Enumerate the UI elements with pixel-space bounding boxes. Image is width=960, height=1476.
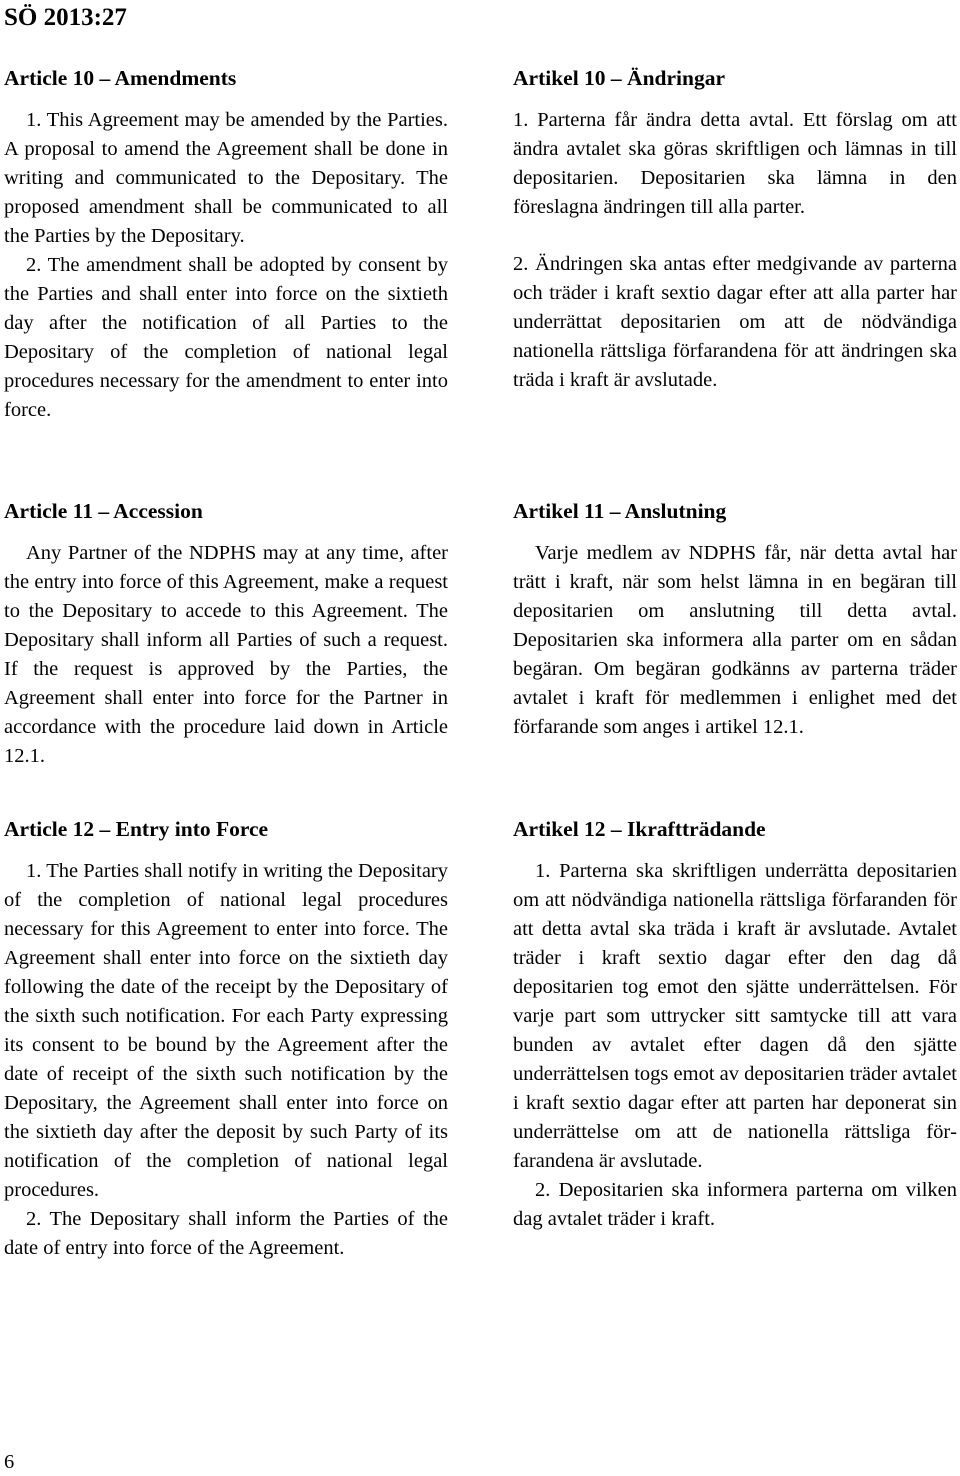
paragraph: 1. The Parties shall notify in writing the Depositary of the completion of national legal procedures necessary for this Agreement to enter into force. The Agreement shall enter into force on the sixtieth day following the date of the receipt by the Depositary of the sixth such notification. For each Party expressing its consent to be bound by the Agreement after the date of receipt of the sixth such notification by the Depositary, the Agreement shall enter into force on the sixtieth day after the deposit by such Party of its notification of the completion of national legal procedures. [4, 860, 448, 1201]
article-heading: Artikel 12 – Ikraftträdande [513, 817, 766, 841]
paragraph: Varje medlem av NDPHS får, när detta avtal har trätt i kraft, när som helst lämna in en begäran till depositarien om anslutning till detta avtal. Depositarien ska informera alla parter om en sådan begäran. Om begäran godkänns av parterna träder avtalet i kraft för medlemmen i enlighet med det förfarande som anges i artikel 12.1. [513, 542, 957, 738]
article-heading: Artikel 10 – Ändringar [513, 66, 726, 90]
english-column [4, 64, 448, 425]
paragraph: Any Partner of the NDPHS may at any time, after the entry into force of this Agreement, make a request to the Depositary to accede to this Agreement. The Depositary shall inform all Parties of such a request. If the request is approved by the Parties, the Agreement shall enter into force for the Partner in accordance with the procedure laid down in Article 12.1. [4, 542, 448, 767]
page-number: 6 [4, 1451, 15, 1473]
english-column [4, 497, 448, 771]
paragraph: 2. Depositarien ska informera parterna om vilken dag avtalet träder i kraft. [513, 1179, 957, 1230]
swedish-column [513, 815, 957, 1234]
english-column [4, 815, 448, 1263]
article-heading: Article 12 – Entry into Force [4, 817, 269, 841]
swedish-column [513, 64, 957, 395]
article-heading: Artikel 11 – Anslutning [513, 499, 727, 523]
article-heading: Article 10 – Amendments [4, 66, 237, 90]
paragraph: 2. The Depositary shall inform the Parties of the date of entry into force of the Agreement. [4, 1208, 448, 1259]
paragraph: 1. Parterna får ändra detta avtal. Ett förslag om att ändra avtalet ska göras skriftligen och lämnas in till depositarien. Depositarien ska lämna in den föreslagna ändringen till alla parter. [513, 109, 957, 218]
paragraph: 1. Parterna ska skriftligen underrätta depositarien om att nödvändiga nationella rättsliga förfaranden för att detta avtal ska träda i kraft är avslutade. Avtalet träder i kraft sextio dagar efter den dag då depositarien tog emot den sjätte underrättelsen. För varje part som uttrycker sitt samtycke till att vara bunden av avtalet efter dagen då den sjätte underrättelsen togs emot av depositarien träder avtalet i kraft sextio dagar efter att parten har deponerat sin underrättelse om att de nationella rättsliga förfarandena är avslutade. [513, 860, 957, 1172]
document-id: SÖ 2013:27 [4, 4, 127, 31]
paragraph: 2. Ändringen ska antas efter medgivande av parterna och träder i kraft sextio dagar efter att alla parter har underrättat depositarien om att de nödvändiga nationella rättsliga förfarandena för att ändringen ska träda i kraft är avslutade. [513, 253, 957, 391]
paragraph: 1. This Agreement may be amended by the Parties. A proposal to amend the Agreement shall be done in writing and communicated to the Depositary. The proposed amendment shall be communicated to all the Parties by the Depositary. [4, 109, 448, 247]
article-heading: Article 11 – Accession [4, 499, 203, 523]
swedish-column [513, 497, 957, 742]
paragraph: 2. The amendment shall be adopted by consent by the Parties and shall enter into force on the sixtieth day after the notification of all Parties to the Depositary of the completion of national legal procedures necessary for the amendment to enter into force. [4, 254, 448, 421]
